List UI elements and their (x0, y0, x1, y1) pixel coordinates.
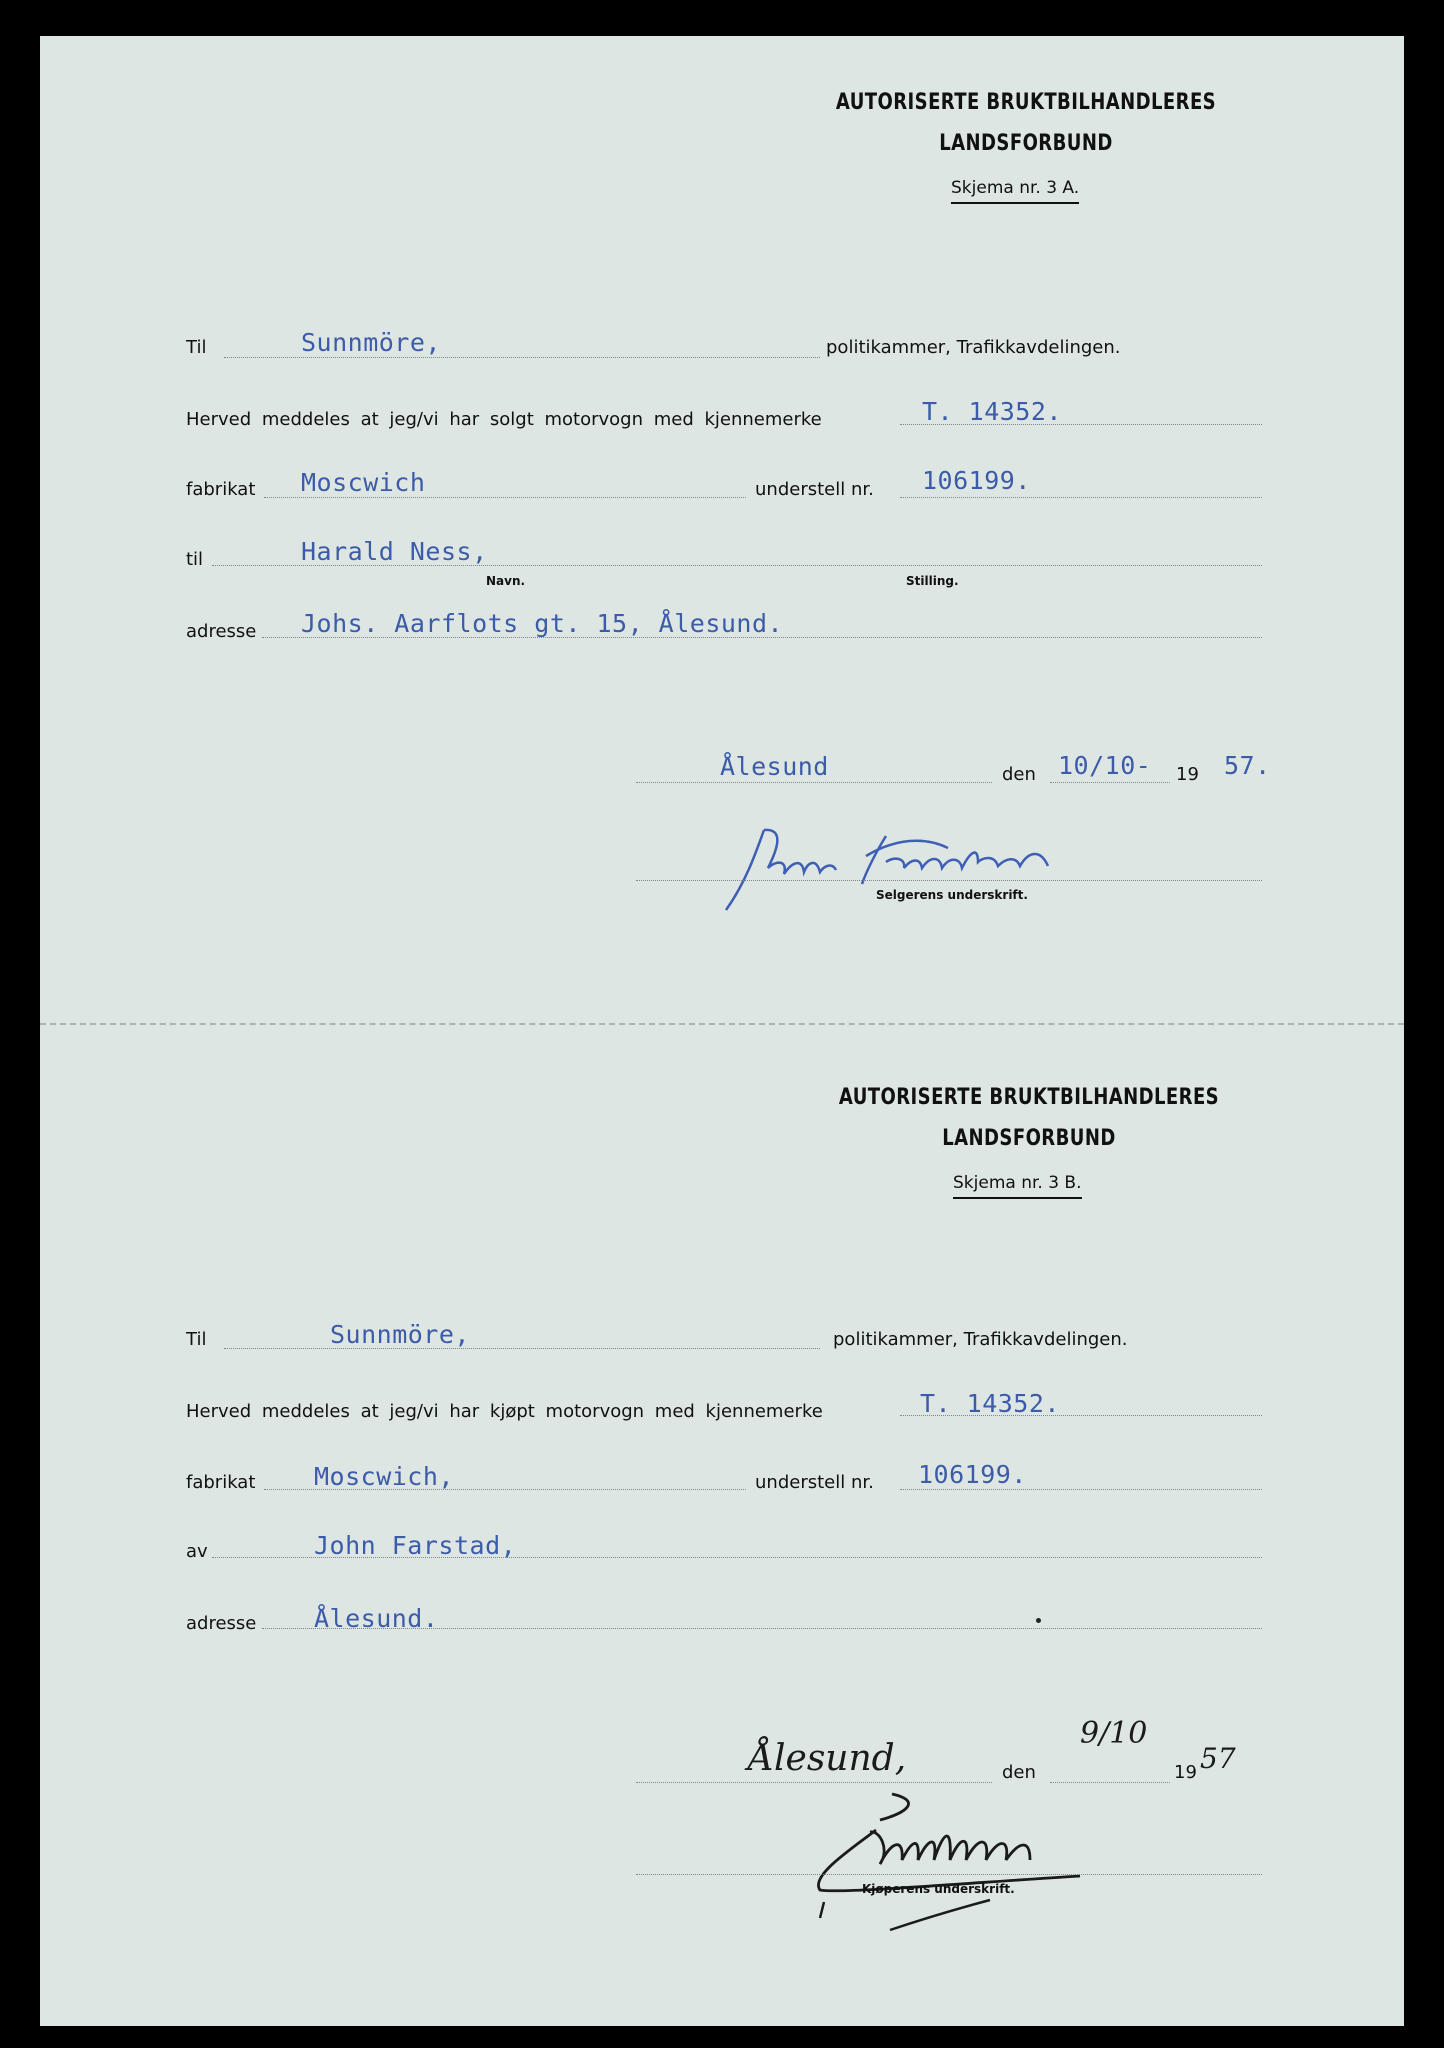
to-label: Til (186, 337, 207, 358)
make-label: fabrikat (186, 1472, 256, 1493)
name-caption: Navn. (486, 574, 526, 588)
address-label: adresse (186, 621, 257, 642)
signature-caption: Kjøperens underskrift. (862, 1882, 1015, 1896)
org-name-line2: LANDSFORBUND (939, 131, 1113, 156)
place-line (636, 1782, 992, 1783)
chassis-label: understell nr. (755, 1472, 874, 1493)
buyer-signature-line (636, 1874, 1262, 1875)
place-line (636, 782, 992, 783)
statement: Herved meddeles at jeg/vi har kjøpt motorvogn med kjennemerke (186, 1401, 823, 1422)
address-value: Johs. Aarflots gt. 15, Ålesund. (301, 609, 784, 638)
make-value: Moscwich (301, 468, 426, 497)
chassis-value: 106199. (918, 1460, 1027, 1489)
chassis-line (900, 1489, 1262, 1490)
signature-caption: Selgerens underskrift. (876, 888, 1028, 902)
make-line (264, 497, 746, 498)
statement: Herved meddeles at jeg/vi har solgt motorvogn med kjennemerke (186, 409, 822, 430)
buyer-signature (780, 1790, 1200, 1940)
place-value: Ålesund, (748, 1738, 907, 1779)
reg-number: T. 14352. (920, 1389, 1060, 1418)
make-value: Moscwich, (314, 1462, 454, 1491)
seller-signature-line (636, 880, 1262, 881)
org-name-line2: LANDSFORBUND (942, 1126, 1116, 1151)
to-line (224, 1348, 820, 1349)
document-page (40, 36, 1404, 2026)
to-value: Sunnmöre, (330, 1320, 470, 1349)
to-line (224, 357, 820, 358)
form-number: Skjema nr. 3 B. (953, 1173, 1082, 1199)
to-suffix: politikammer, Trafikkavdelingen. (826, 337, 1121, 358)
party-label: av (186, 1541, 208, 1562)
fold-line (40, 1023, 1404, 1025)
chassis-line (900, 497, 1262, 498)
year-value: 57. (1224, 751, 1271, 780)
ink-dot (1036, 1618, 1041, 1623)
chassis-value: 106199. (922, 466, 1031, 495)
to-label: Til (186, 1329, 207, 1350)
date-label: den (1002, 1762, 1036, 1783)
party-value: Harald Ness, (301, 537, 488, 566)
to-value: Sunnmöre, (301, 328, 441, 357)
make-label: fabrikat (186, 479, 256, 500)
form-number: Skjema nr. 3 A. (951, 178, 1079, 204)
date-line (1050, 1782, 1170, 1783)
year-prefix: 19 (1174, 1762, 1197, 1783)
date-value: 9/10 (1080, 1716, 1148, 1751)
chassis-label: understell nr. (755, 479, 874, 500)
org-name-line1: AUTORISERTE BRUKTBILHANDLERES (835, 90, 1217, 115)
reg-number: T. 14352. (922, 397, 1062, 426)
address-value: Ålesund. (314, 1604, 439, 1633)
seller-signature (716, 822, 1136, 922)
party-label: til (186, 549, 204, 570)
date-line (1050, 782, 1170, 783)
party-value: John Farstad, (314, 1531, 517, 1560)
address-label: adresse (186, 1613, 257, 1634)
place-value: Ålesund (720, 752, 829, 781)
year-prefix: 19 (1176, 764, 1199, 785)
to-suffix: politikammer, Trafikkavdelingen. (833, 1329, 1128, 1350)
year-value: 57 (1200, 1742, 1236, 1775)
position-caption: Stilling. (906, 574, 959, 588)
date-label: den (1002, 764, 1036, 785)
org-name-line1: AUTORISERTE BRUKTBILHANDLERES (838, 1085, 1220, 1110)
date-value: 10/10- (1058, 751, 1152, 780)
